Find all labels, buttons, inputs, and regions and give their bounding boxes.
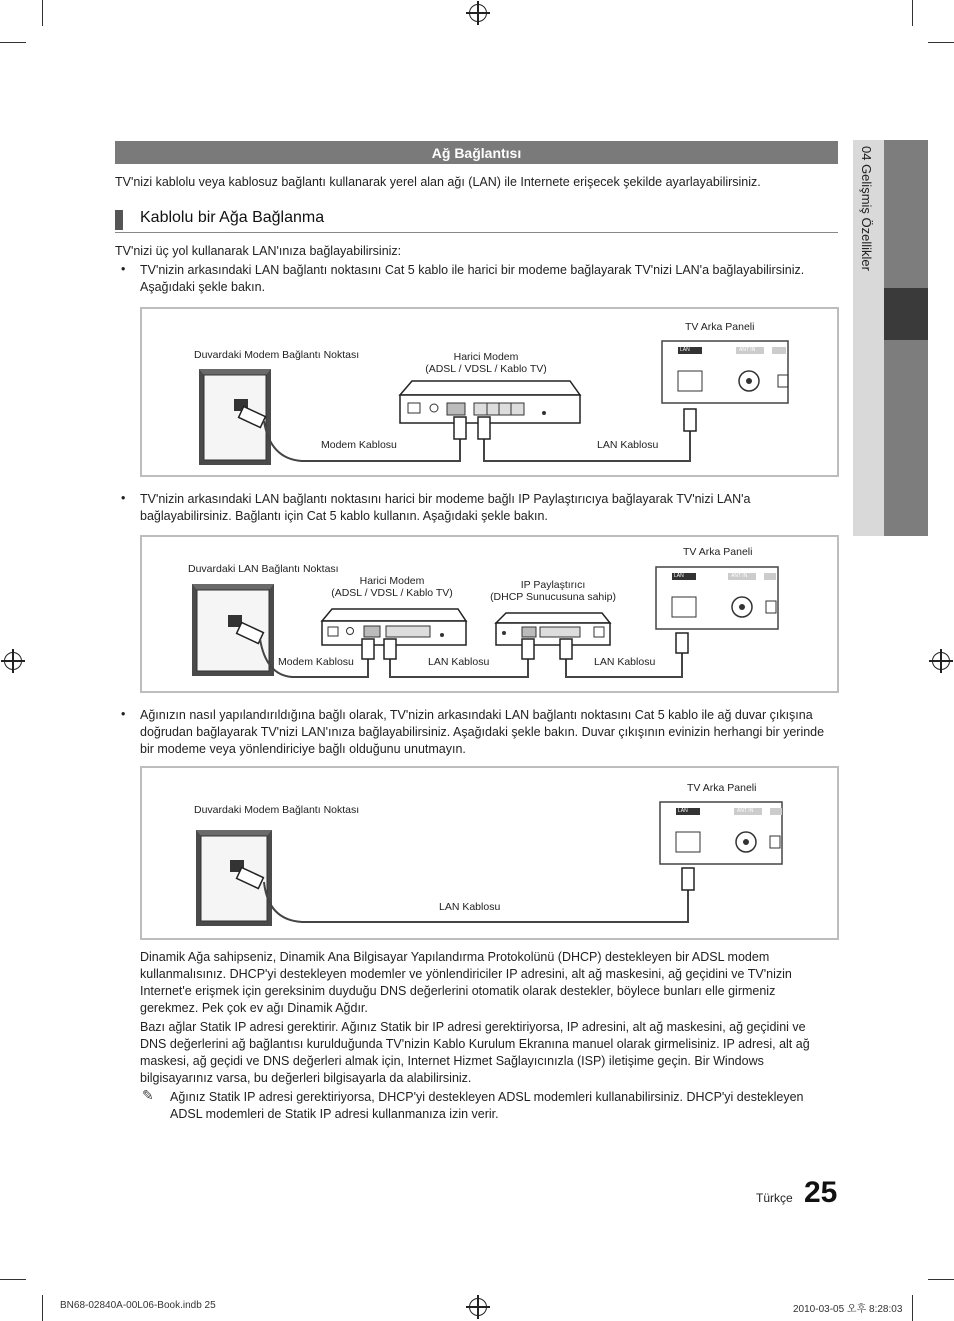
registration-mark-icon [4, 652, 22, 670]
side-tab-block [884, 340, 928, 536]
subsection-marker [115, 210, 123, 230]
side-tab-block [884, 140, 928, 288]
modem-label [328, 575, 456, 599]
tv-panel-label: TV Arka Paneli [687, 782, 757, 794]
footer-language: Türkçe [756, 1191, 793, 1205]
bullet-2: TV'nizin arkasındaki LAN bağlantı noktasını harici bir modeme bağlı IP Paylaştırıcıya bağlayarak TV'nizi LAN'a bağlayabilirsiniz. Bağlantı için Cat 5 kablo kullanın. Aşağıdaki şekle bakın. [140, 492, 751, 523]
modem-label-line2: (ADSL / VDSL / Kablo TV) [331, 587, 453, 599]
section-title: Ağ Bağlantısı [115, 141, 838, 164]
bullet-dot: • [121, 707, 126, 721]
port-ant-label: ANT IN [731, 573, 748, 579]
wall-label: Duvardaki LAN Bağlantı Noktası [188, 563, 339, 575]
diagram-ip-sharer [140, 535, 839, 693]
subsection-title: Kablolu bir Ağa Bağlanma [140, 209, 325, 226]
bullet-3: Ağınızın nasıl yapılandırıldığına bağlı olarak, TV'nizin arkasındaki LAN bağlantı noktasını Cat 5 kablo ile ağ duvar çıkışına doğrudan bağlayarak TV'nizi LAN'ınıza bağlayabilirsiniz. Aşağıdaki şekle bakın. Duvar çıkışının evinizin herhangi bir yerinde bir modeme veya yönlendiriciye bağlı olduğunu unutmayın. [140, 708, 825, 756]
intro-text: TV'nizi kablolu veya kablosuz bağlantı kullanarak yerel alan ağı (LAN) ile Internete erişecek şekilde ayarlayabilirsiniz. [115, 175, 761, 189]
registration-mark-icon [469, 4, 487, 22]
port-ant-label: ANT IN [739, 347, 756, 353]
tv-panel-label: TV Arka Paneli [683, 546, 753, 558]
bullet-dot: • [121, 491, 126, 505]
side-tab-active-block [884, 288, 928, 340]
page-number: 25 [804, 1176, 838, 1209]
diagram-wall-outlet [140, 766, 839, 940]
ip-sharer-label [488, 579, 618, 603]
modem-label-line1: Harici Modem [359, 575, 425, 587]
lan-cable-label: LAN Kablosu [594, 656, 656, 668]
bullet-dot: • [121, 262, 126, 276]
port-ant-label: ANT IN [737, 808, 754, 814]
tv-panel-label: TV Arka Paneli [685, 321, 755, 333]
dynamic-network-paragraph: Dinamik Ağa sahipseniz, Dinamik Ana Bilgisayar Yapılandırma Protokolünü (DHCP) destekleyen bir ADSL modem kullanmalısınız. DHCP'yi destekleyen modemler ve yönlendiriciler IP adresini, alt ağ maskesini, ağ geçidini ve TV'nizin Internet'e erişmek için gereksinim duyduğu DNS değerlerini otomatik olarak destekler, böylece bunları elle girmeniz gerekmez. Pek çok ev ağı Dinamik Ağdır. [140, 950, 792, 1015]
subsection-rule [115, 232, 838, 233]
lead-text: TV'nizi üç yol kullanarak LAN'ınıza bağlayabilirsiniz: [115, 244, 402, 258]
lan-cable-label: LAN Kablosu [597, 439, 659, 451]
port-lan-label: LAN [674, 573, 684, 579]
diagram-modem [140, 307, 839, 477]
modem-cable-label: Modem Kablosu [278, 656, 354, 668]
wall-label: Duvardaki Modem Bağlantı Noktası [194, 804, 360, 816]
bullet-1: TV'nizin arkasındaki LAN bağlantı noktasını Cat 5 kablo ile harici bir modeme bağlayarak TV'nizi LAN'a bağlayabilirsiniz. Aşağıdaki şekle bakın. [140, 263, 805, 294]
static-ip-paragraph: Bazı ağlar Statik IP adresi gerektirir. Ağınız Statik bir IP adresi gerektiriyorsa, IP adresini, alt ağ maskesini, ağ geçidini ve DNS değerlerini ağ bağlantısı kurulduğunda TV'nizin Kablo Kurulum Ekranına manuel olarak girmelisiniz. IP adresi, alt ağ maskesi, ağ geçidi ve DNS değerleri almak için, Internet Hizmet Sağlayıcınızla (ISP) iletişime geçin. Bir Windows bilgisayarınız varsa, bu değerleri bilgisayarla da alabilirsiniz. [140, 1020, 810, 1085]
wall-label: Duvardaki Modem Bağlantı Noktası [194, 349, 360, 361]
note-text: Ağınız Statik IP adresi gerektiriyorsa, DHCP'yi destekleyen ADSL modemleri kullanabilirsiniz. DHCP'yi destekleyen ADSL modemleri de Statik IP adresi kullanmanıza izin verir. [170, 1090, 804, 1121]
ip-sharer-label-line1: IP Paylaştırıcı [520, 579, 586, 591]
registration-mark-icon [932, 652, 950, 670]
ip-sharer-label-line2: (DHCP Sunucusuna sahip) [490, 591, 616, 603]
modem-label-line2: (ADSL / VDSL / Kablo TV) [425, 363, 547, 375]
side-tab-label: 04 Gelişmiş Özellikler [859, 146, 874, 271]
modem-label [422, 351, 550, 375]
port-lan-label: LAN [680, 347, 690, 353]
imprint-timestamp: 2010-03-05 오후 8:28:03 [793, 1304, 903, 1315]
note-pencil-icon: ✎ [142, 1087, 154, 1103]
modem-cable-label: Modem Kablosu [321, 439, 397, 451]
port-lan-label: LAN [678, 808, 688, 814]
lan-cable-label: LAN Kablosu [439, 901, 501, 913]
modem-label-line1: Harici Modem [453, 351, 519, 363]
imprint-file: BN68-02840A-00L06-Book.indb 25 [60, 1300, 216, 1311]
registration-mark-icon [469, 1298, 487, 1316]
lan-cable-label: LAN Kablosu [428, 656, 490, 668]
